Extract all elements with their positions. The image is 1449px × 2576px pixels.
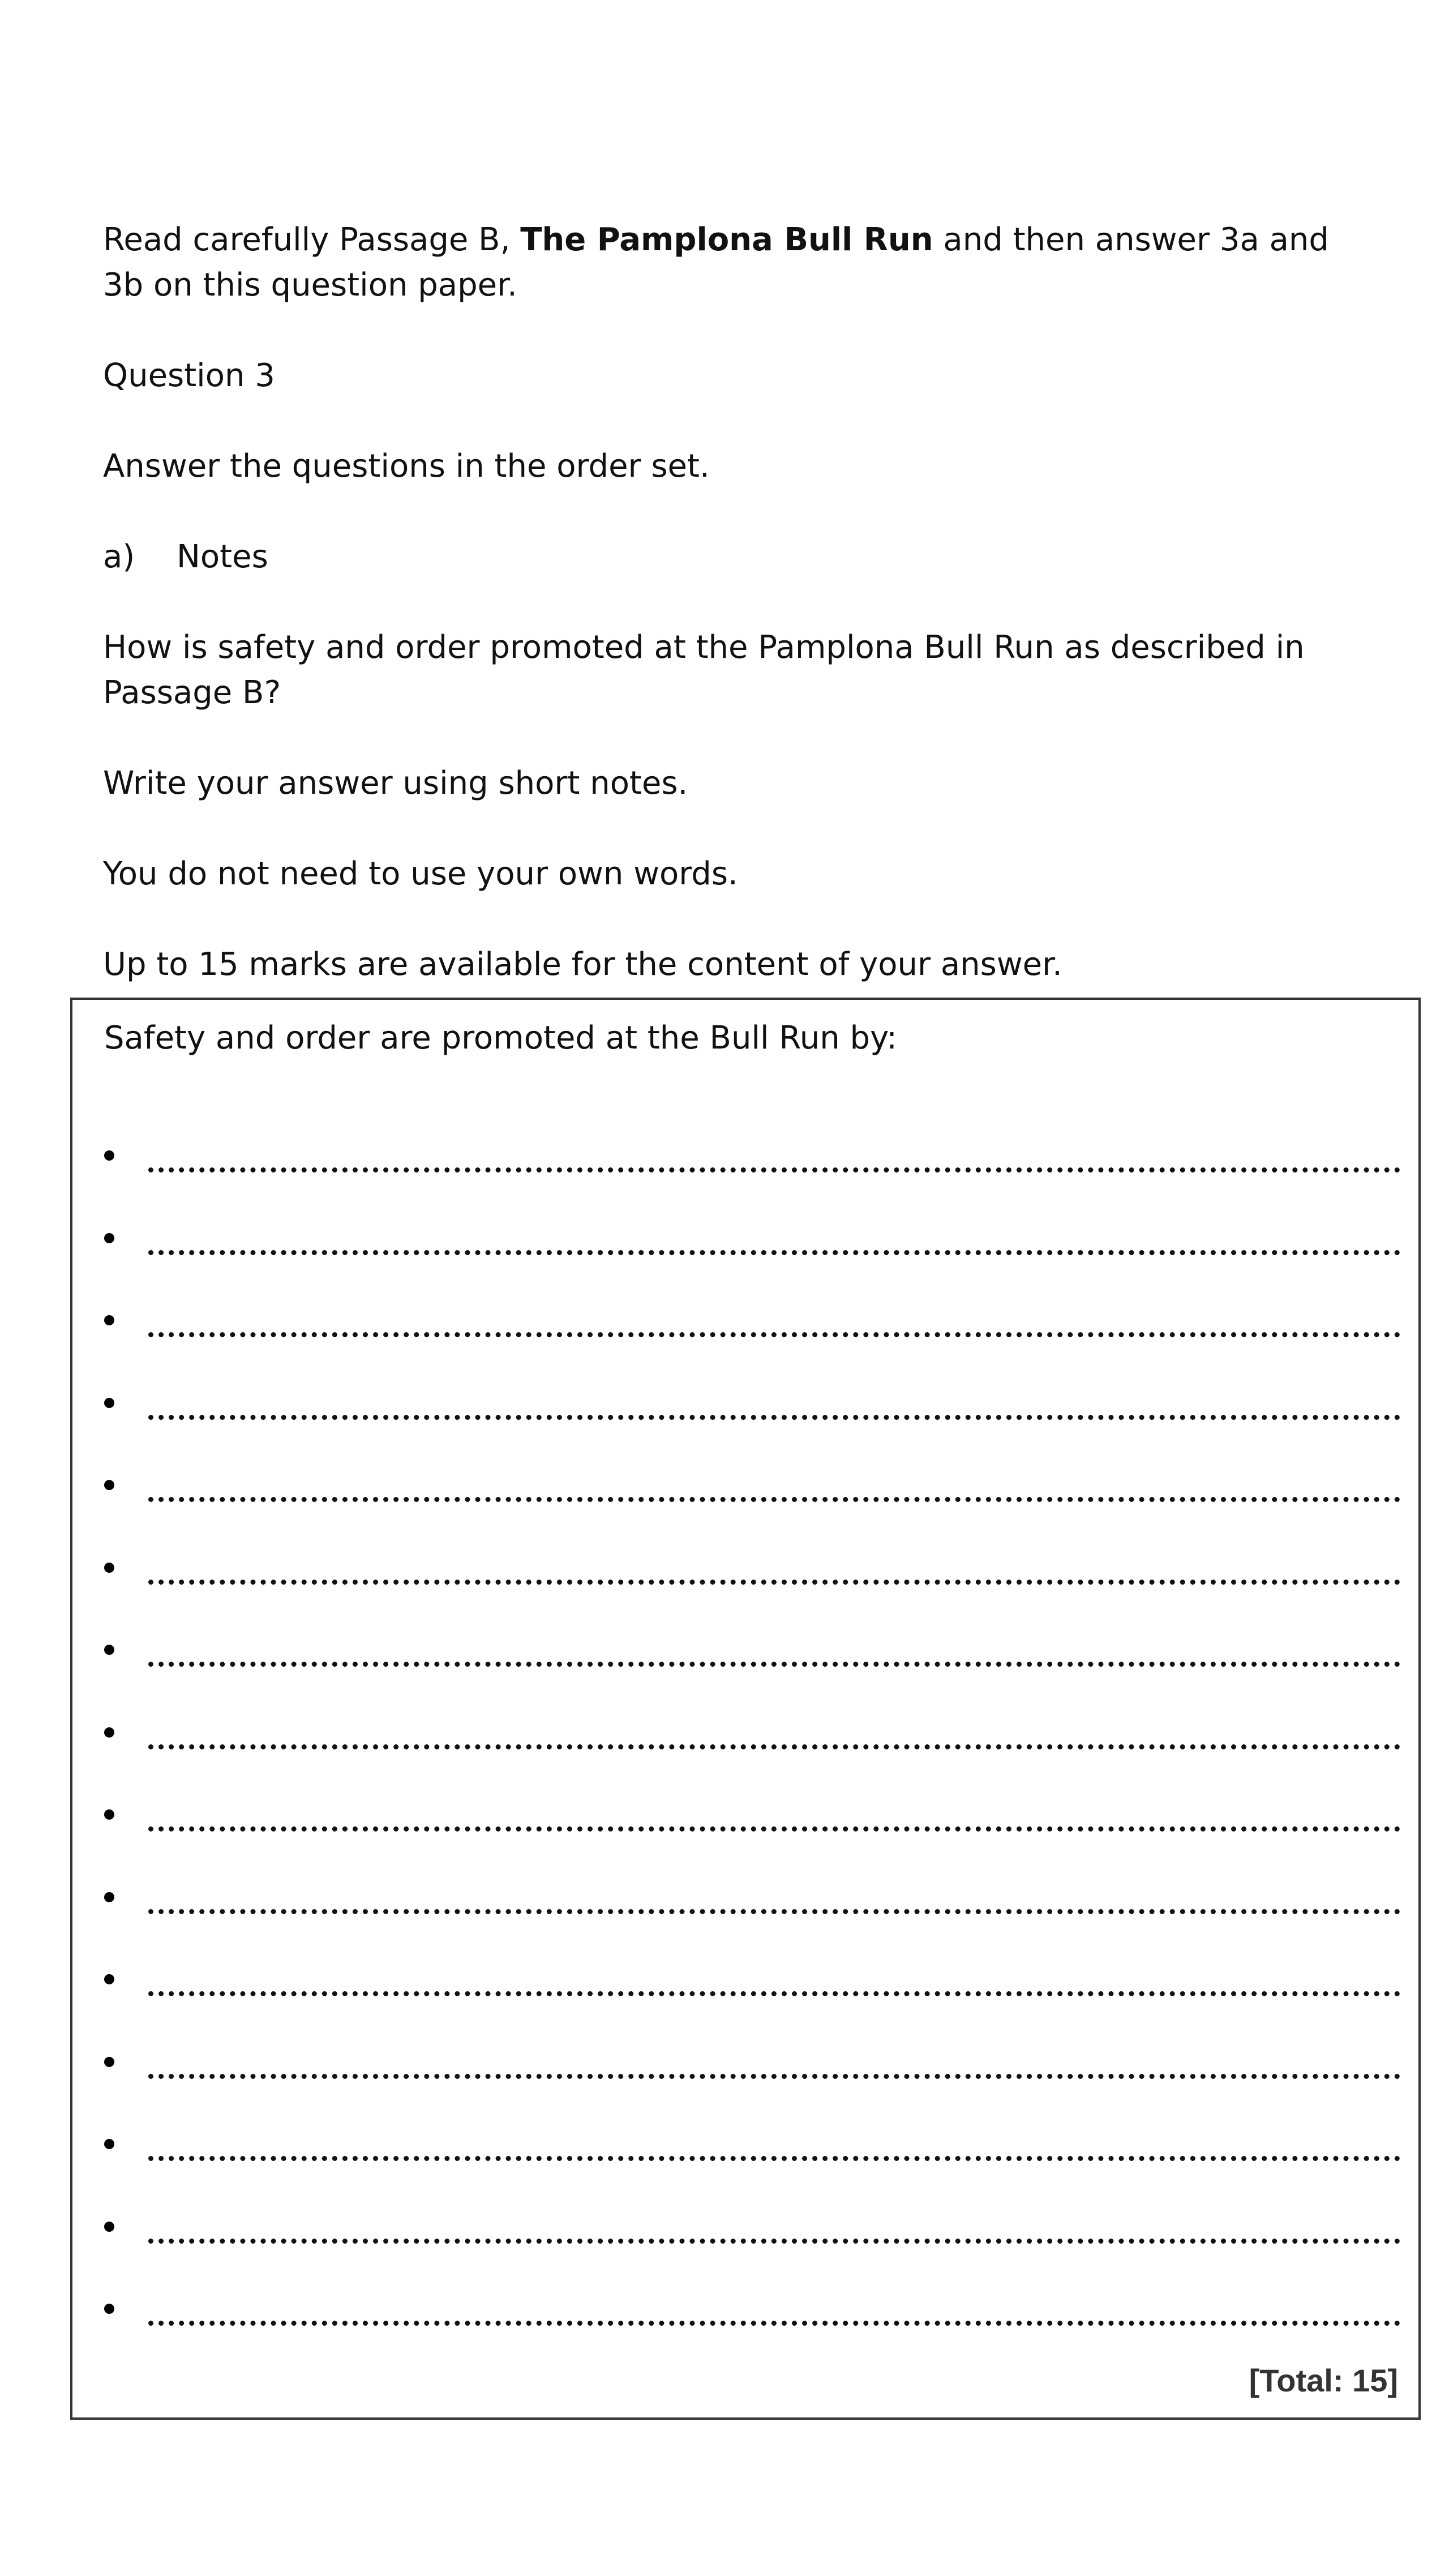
part-a-heading bbox=[103, 534, 1377, 580]
bullet-icon bbox=[104, 1892, 114, 1902]
bullet-icon bbox=[104, 1398, 114, 1408]
passage-title: The Pamplona Bull Run bbox=[520, 221, 933, 258]
bullet-icon bbox=[104, 2304, 114, 2314]
dotted-answer-line[interactable] bbox=[148, 2239, 1400, 2244]
dotted-answer-line[interactable] bbox=[148, 1250, 1400, 1255]
answer-line[interactable] bbox=[72, 1231, 1418, 1265]
bullet-icon bbox=[104, 1809, 114, 1820]
dotted-answer-line[interactable] bbox=[148, 1580, 1400, 1585]
answer-box bbox=[70, 998, 1421, 2420]
answer-line[interactable] bbox=[72, 2137, 1418, 2171]
bullet-icon bbox=[104, 1315, 114, 1325]
answer-line[interactable] bbox=[72, 2219, 1418, 2253]
answer-line[interactable] bbox=[72, 1890, 1418, 1924]
bullet-icon bbox=[104, 1727, 114, 1738]
answer-box-heading: Safety and order are promoted at the Bull Run by: bbox=[104, 1020, 898, 1056]
answer-line[interactable] bbox=[72, 1396, 1418, 1430]
question-heading: Question 3 bbox=[103, 357, 275, 394]
dotted-answer-line[interactable] bbox=[148, 1662, 1400, 1667]
dotted-answer-line[interactable] bbox=[148, 1415, 1400, 1420]
dotted-answer-line[interactable] bbox=[148, 2074, 1400, 2079]
bullet-icon bbox=[104, 1645, 114, 1655]
bullet-icon bbox=[104, 1563, 114, 1573]
answer-line[interactable] bbox=[72, 1148, 1418, 1182]
answer-bullet-list bbox=[72, 1000, 1418, 2417]
dotted-answer-line[interactable] bbox=[148, 1497, 1400, 1502]
notes-instruction: Write your answer using short notes. bbox=[103, 765, 688, 802]
dotted-answer-line[interactable] bbox=[148, 1332, 1400, 1337]
answer-line[interactable] bbox=[72, 2301, 1418, 2335]
order-instruction: Answer the questions in the order set. bbox=[103, 448, 710, 485]
own-words-instruction: You do not need to use your own words. bbox=[103, 855, 738, 892]
part-a-label: a) bbox=[103, 538, 135, 575]
answer-line[interactable] bbox=[72, 2055, 1418, 2089]
answer-line[interactable] bbox=[72, 1478, 1418, 1512]
answer-line[interactable] bbox=[72, 1725, 1418, 1759]
marks-instruction: Up to 15 marks are available for the content of your answer. bbox=[103, 946, 1062, 983]
total-marks: [Total: 15] bbox=[1249, 2363, 1398, 2398]
intro-prefix: Read carefully Passage B, bbox=[103, 221, 521, 258]
dotted-answer-line[interactable] bbox=[148, 1826, 1400, 1832]
answer-line[interactable] bbox=[72, 1560, 1418, 1594]
dotted-answer-line[interactable] bbox=[148, 2321, 1400, 2326]
bullet-icon bbox=[104, 1150, 114, 1161]
bullet-icon bbox=[104, 2222, 114, 2232]
bullet-icon bbox=[104, 1480, 114, 1490]
dotted-answer-line[interactable] bbox=[148, 1744, 1400, 1749]
dotted-answer-line[interactable] bbox=[148, 1909, 1400, 1914]
dotted-answer-line[interactable] bbox=[148, 2156, 1400, 2161]
dotted-answer-line[interactable] bbox=[148, 1991, 1400, 1996]
question-prompt: How is safety and order promoted at the Pamplona Bull Run as described in Passage B? bbox=[103, 629, 1305, 711]
part-a-title: Notes bbox=[177, 538, 268, 575]
answer-line[interactable] bbox=[72, 1807, 1418, 1841]
answer-line[interactable] bbox=[72, 1313, 1418, 1347]
bullet-icon bbox=[104, 2057, 114, 2067]
bullet-icon bbox=[104, 1974, 114, 1984]
dotted-answer-line[interactable] bbox=[148, 1167, 1400, 1173]
bullet-icon bbox=[104, 1233, 114, 1243]
answer-line[interactable] bbox=[72, 1642, 1418, 1676]
intro-paragraph bbox=[103, 217, 1377, 308]
intro-suffix: and then answer 3a and 3b on this question paper. bbox=[103, 221, 1329, 303]
answer-line[interactable] bbox=[72, 1972, 1418, 2006]
bullet-icon bbox=[104, 2139, 114, 2149]
